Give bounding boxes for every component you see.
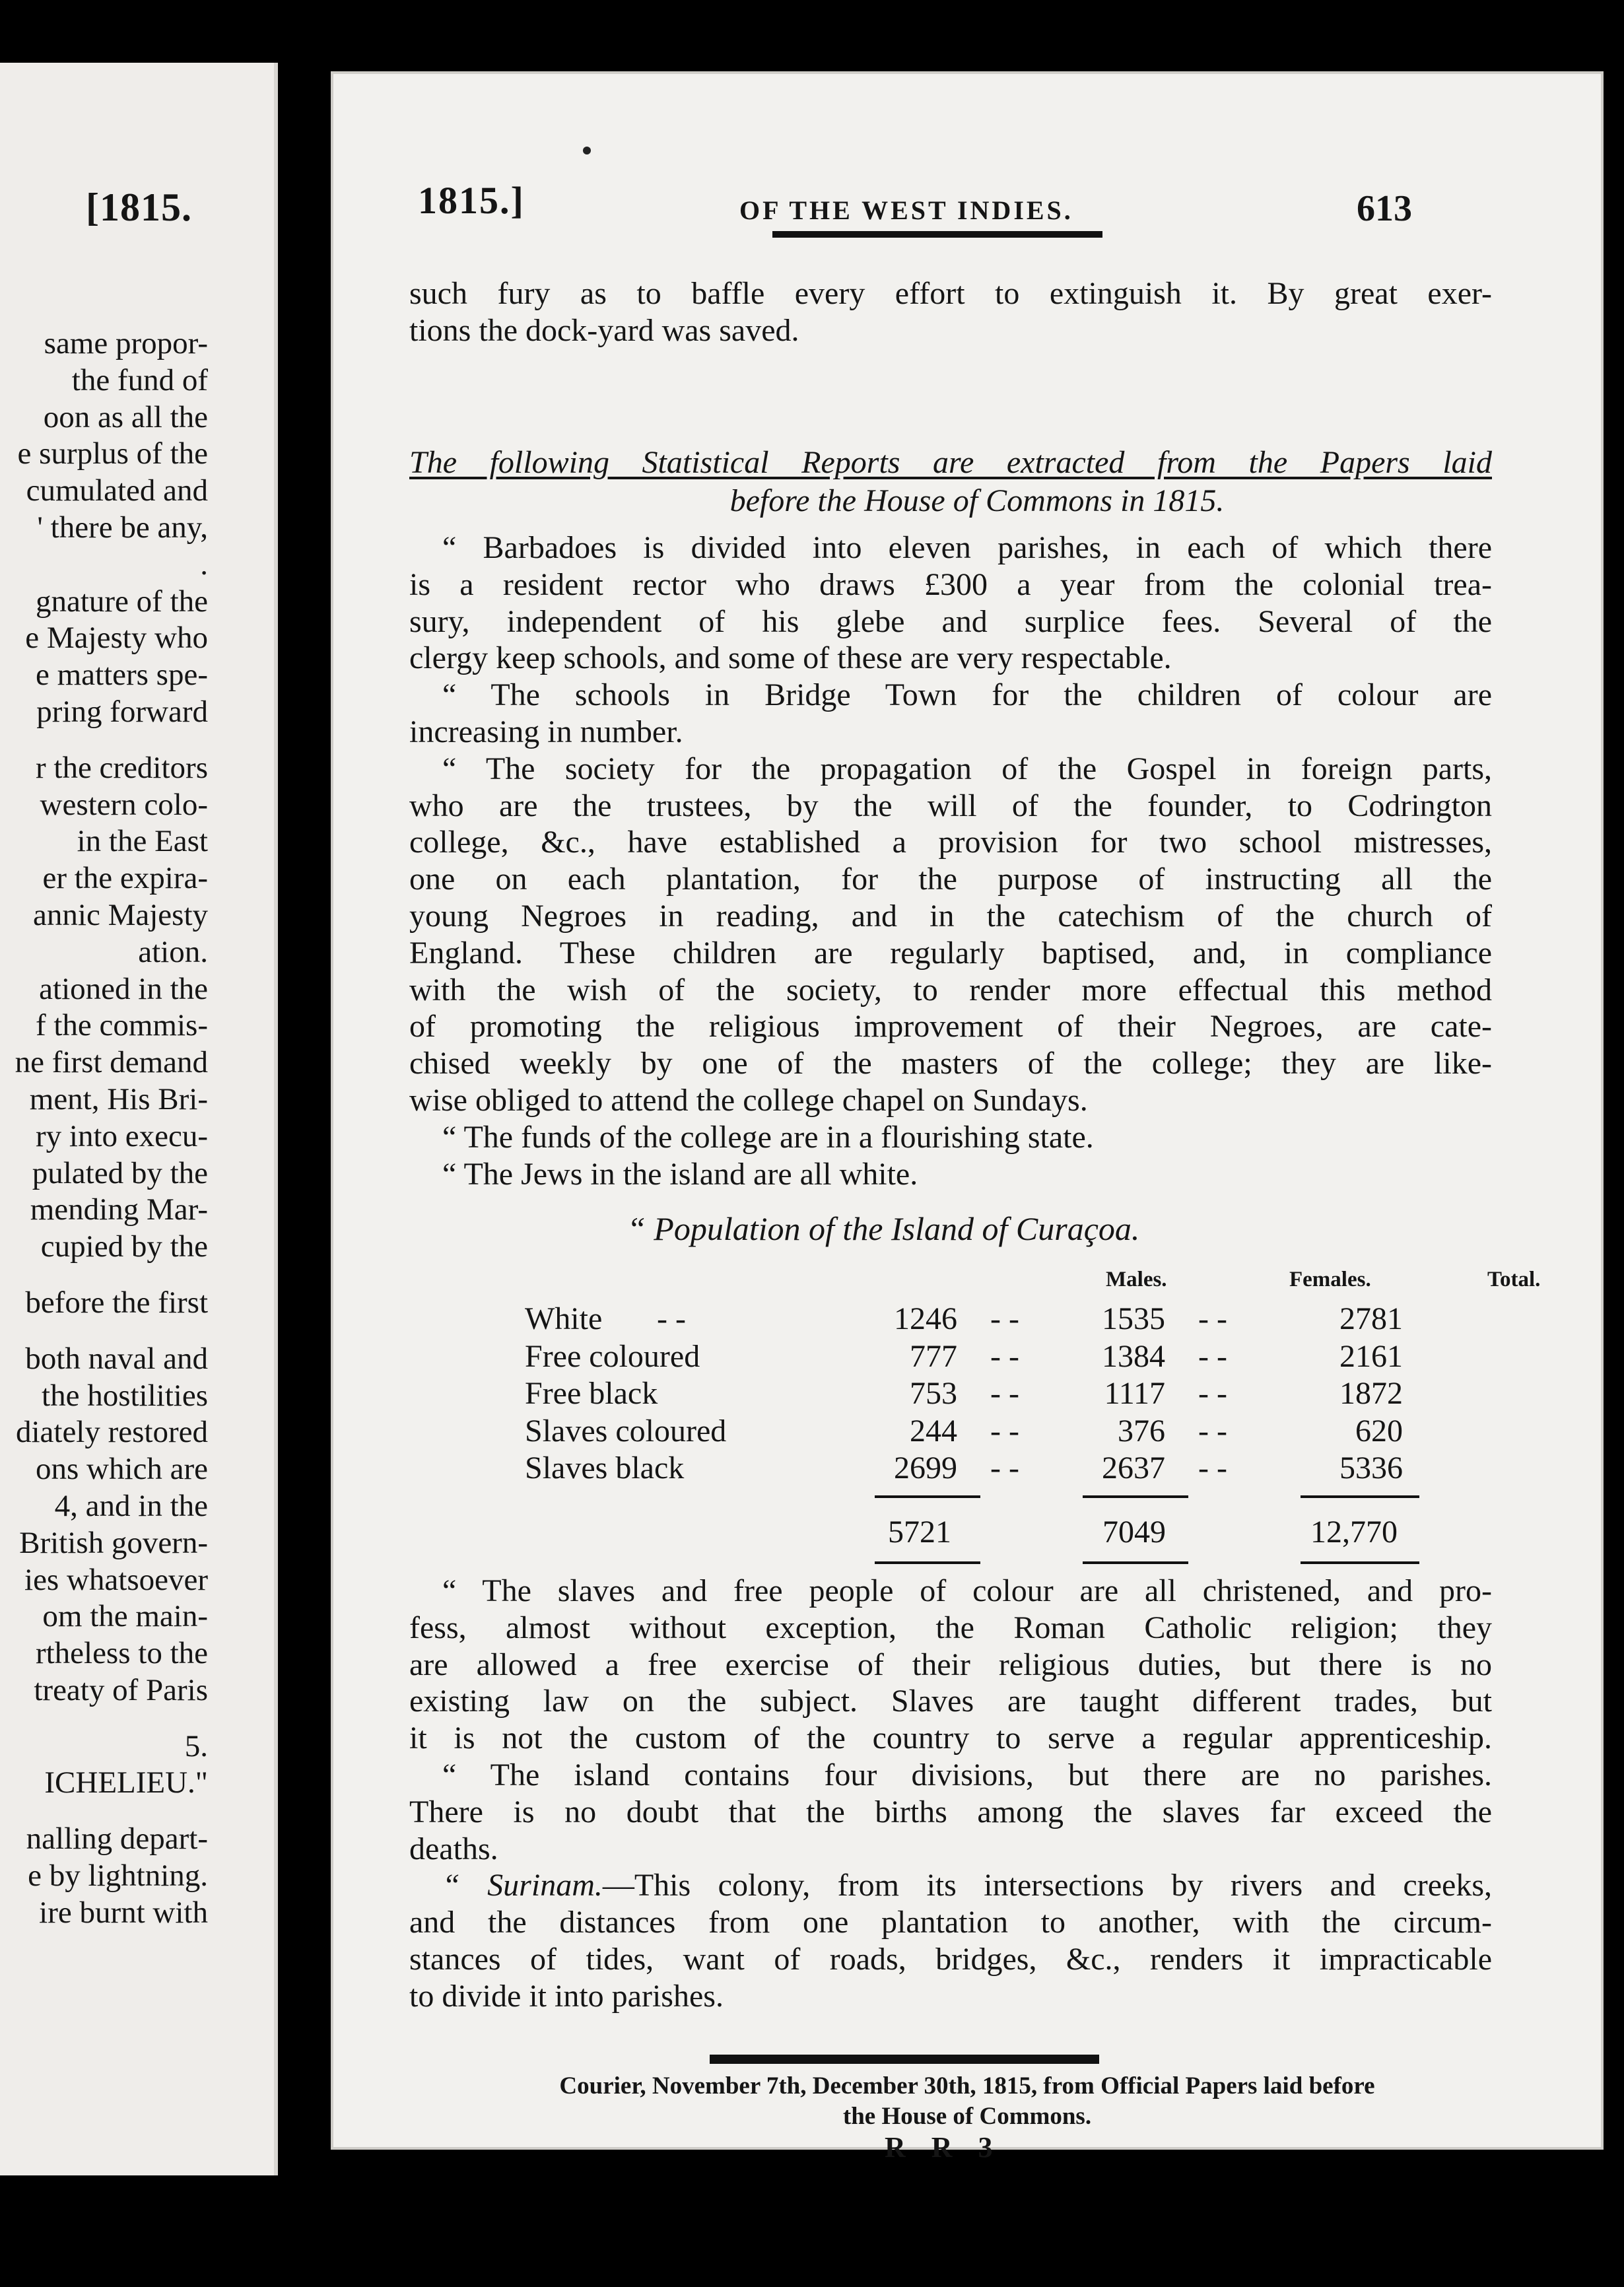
sum-females: 7049 — [1102, 1514, 1166, 1550]
facing-page-line: diately restored — [15, 1415, 208, 1450]
column-header-females: Females. — [1289, 1268, 1371, 1291]
sum-rule — [1301, 1495, 1419, 1498]
facing-page-line: ment, His Bri- — [29, 1081, 208, 1116]
intro-paragraph — [409, 275, 1492, 349]
sum-rule — [1083, 1495, 1188, 1498]
facing-page-line: ation. — [138, 934, 208, 969]
cell-females: 1384 — [1102, 1338, 1165, 1374]
facing-page-line: ne first demand — [15, 1045, 208, 1080]
cell-total: 2781 — [1339, 1301, 1403, 1336]
text-line: stances of tides, want of roads, bridges, &c., renders it impracticable — [409, 1941, 1492, 1977]
cell-total: 620 — [1355, 1413, 1403, 1449]
facing-page-line: 4, and in the — [54, 1488, 208, 1523]
text-line: deaths. — [409, 1831, 498, 1866]
facing-page-line: same propor- — [44, 326, 208, 360]
table-row — [525, 1450, 1475, 1487]
facing-page-line: annic Majesty — [33, 897, 208, 932]
text-line: sury, independent of his glebe and surplice fees. Several of the — [409, 603, 1492, 639]
facing-page-line: ies whatsoever — [24, 1562, 208, 1597]
row-leader: - - — [1198, 1338, 1227, 1374]
row-leader: - - — [990, 1413, 1019, 1449]
facing-page — [0, 63, 278, 2175]
text-line: with the wish of the society, to render more effectual this method — [409, 972, 1492, 1007]
text-line: “ The schools in Bridge Town for the children of colour are — [442, 677, 1492, 713]
facing-page-line: er the expira- — [42, 861, 208, 896]
text-line: who are the trustees, by the will of the founder, to Codrington — [409, 788, 1492, 823]
facing-page-line: 5. — [184, 1728, 208, 1763]
text-line: chised weekly by one of the masters of the college; they are like- — [409, 1046, 1492, 1081]
cell-males: 244 — [910, 1413, 957, 1449]
facing-page-line: ationed in the — [39, 971, 208, 1006]
footnote-rule — [710, 2055, 1099, 2064]
facing-page-line: gnature of the — [35, 584, 208, 619]
facing-page-line: the hostilities — [42, 1378, 208, 1413]
text-line: fess, almost without exception, the Roman Catholic religion; they — [409, 1610, 1492, 1645]
table-row — [525, 1375, 1475, 1412]
row-label: Slaves black — [525, 1451, 685, 1485]
sum-males: 5721 — [888, 1514, 951, 1550]
facing-page-line — [0, 1802, 208, 1821]
row-label: Slaves coloured — [525, 1413, 727, 1449]
facing-page-line: ons which are — [35, 1452, 208, 1487]
facing-page-line: rtheless to the — [35, 1636, 208, 1671]
sum-rule — [1301, 1561, 1419, 1564]
text-line: are allowed a free exercise of their religious duties, but there is no — [409, 1647, 1492, 1682]
facing-page-line: the fund of — [71, 362, 208, 397]
text-line: young Negroes in reading, and in the catechism of the church of — [409, 898, 1492, 934]
facing-page-line: British govern- — [19, 1525, 208, 1560]
facing-page-line: e surplus of the — [17, 436, 208, 471]
facing-page-line: western colo- — [40, 787, 208, 822]
text-line: England. These children are regularly baptised, and, in compliance — [409, 935, 1492, 971]
facing-page-line: pring forward — [36, 694, 208, 729]
text-line: it is not the custom of the country to serve a regular apprenticeship. — [409, 1721, 1492, 1756]
column-header-total: Total. — [1487, 1268, 1541, 1291]
cell-males: 1246 — [894, 1301, 957, 1336]
cell-females: 2637 — [1102, 1451, 1165, 1485]
ink-dot — [583, 147, 591, 154]
text-line: college, &c., have established a provision for two school mistresses, — [409, 825, 1492, 860]
row-leader: - - — [657, 1301, 686, 1336]
facing-page-line: f the commis- — [35, 1008, 208, 1043]
table-row — [525, 1338, 1475, 1375]
text-line: to divide it into parishes. — [409, 1978, 724, 2014]
text-line: existing law on the subject. Slaves are taught different trades, but — [409, 1684, 1492, 1719]
row-leader: - - — [990, 1301, 1019, 1336]
row-leader: - - — [1198, 1376, 1227, 1411]
facing-page-text — [0, 325, 208, 1932]
surinam-text: —This colony, from its intersections by rivers and creeks, — [602, 1868, 1492, 1903]
text-line: clergy keep schools, and some of these are very respectable. — [409, 640, 1172, 676]
cell-males: 753 — [910, 1376, 957, 1411]
text-line: There is no doubt that the births among the slaves far exceed the — [409, 1794, 1492, 1829]
text-line: such fury as to baffle every effort to extinguish it. By great exer- — [409, 276, 1492, 311]
facing-page-line — [0, 1266, 208, 1285]
row-leader: - - — [1198, 1451, 1227, 1485]
cell-females: 1117 — [1104, 1376, 1165, 1411]
row-leader: - - — [990, 1376, 1019, 1411]
text-line: “ Barbadoes is divided into eleven parishes, in each of which there — [442, 530, 1492, 565]
footnote-line: the House of Commons. — [842, 2103, 1092, 2130]
book-page — [333, 74, 1601, 2164]
row-label: White — [525, 1301, 603, 1336]
header-rule — [772, 231, 1102, 238]
facing-page-line: cupied by the — [40, 1229, 208, 1264]
text-line: tions the dock-yard was saved. — [409, 312, 799, 348]
barbadoes-section — [409, 529, 1492, 1192]
curacoa-notes — [409, 1573, 1492, 2015]
text-line: “ The society for the propagation of the Gospel in foreign parts, — [442, 751, 1492, 786]
row-leader: - - — [1198, 1301, 1227, 1336]
surinam-line — [409, 1867, 1492, 1904]
table-row — [525, 1413, 1475, 1450]
text-line: one on each plantation, for the purpose of instructing all the — [409, 862, 1492, 897]
text-line: “ The island contains four divisions, but there are no parishes. — [442, 1757, 1492, 1792]
facing-page-header: [1815. — [86, 186, 192, 229]
cell-females: 376 — [1118, 1413, 1165, 1449]
facing-page-line: both naval and — [25, 1341, 208, 1376]
text-line: “ The slaves and free people of colour are all christened, and pro- — [442, 1573, 1492, 1608]
sum-rule — [1083, 1561, 1188, 1564]
facing-page-line: om the main- — [42, 1599, 208, 1634]
facing-page-line: pulated by the — [32, 1155, 208, 1190]
row-leader: - - — [1198, 1413, 1227, 1449]
sum-rule — [875, 1495, 980, 1498]
text-line: increasing in number. — [409, 714, 683, 749]
text-line: “ The Jews in the island are all white. — [442, 1156, 918, 1192]
column-header-males: Males. — [1106, 1268, 1167, 1291]
row-leader: - - — [990, 1338, 1019, 1374]
facing-page-line: ire burnt with — [39, 1895, 208, 1930]
text-line: wise obliged to attend the college chapel on Sundays. — [409, 1082, 1088, 1118]
page-number: 613 — [1357, 188, 1412, 229]
text-line: “ The funds of the college are in a flourishing state. — [442, 1119, 1094, 1155]
running-head-year: 1815.] — [418, 179, 525, 222]
facing-page-line: r the creditors — [35, 750, 208, 785]
sum-total: 12,770 — [1310, 1514, 1398, 1550]
facing-page-line — [0, 1322, 208, 1341]
facing-page-line: in the East — [77, 824, 208, 859]
facing-page-line: mending Mar- — [30, 1192, 208, 1227]
cell-males: 777 — [910, 1338, 957, 1374]
facing-page-line: ' there be any, — [37, 510, 208, 545]
footnote — [459, 2071, 1475, 2132]
text-line: is a resident rector who draws £300 a year from the colonial trea- — [409, 566, 1492, 602]
surinam-lead: “ Surinam. — [442, 1868, 603, 1903]
cell-total: 5336 — [1339, 1451, 1403, 1485]
cell-total: 2161 — [1339, 1338, 1403, 1374]
facing-page-line: treaty of Paris — [34, 1672, 208, 1707]
row-label: Free coloured — [525, 1338, 700, 1374]
signature-mark: R R 3 — [885, 2131, 1002, 2164]
footnote-line: Courier, November 7th, December 30th, 1815, from Official Papers laid before — [559, 2072, 1375, 2099]
facing-page-line — [0, 731, 208, 750]
facing-page-line: e matters spe- — [35, 658, 208, 693]
heading-line: The following Statistical Reports are extracted from the Papers laid — [409, 445, 1492, 480]
text-line: and the distances from one plantation to another, with the circum- — [409, 1905, 1492, 1940]
facing-page-line: nalling depart- — [26, 1822, 208, 1857]
table-title: “ Population of the Island of Curaçoa. — [627, 1210, 1140, 1247]
heading-line: before the House of Commons in 1815. — [729, 483, 1225, 518]
row-leader: - - — [990, 1451, 1019, 1485]
facing-page-line: cumulated and — [26, 473, 208, 508]
cell-total: 1872 — [1339, 1376, 1403, 1411]
sum-rule — [875, 1561, 980, 1564]
facing-page-line: before the first — [25, 1285, 208, 1320]
row-label: Free black — [525, 1376, 658, 1411]
cell-females: 1535 — [1102, 1301, 1165, 1336]
cell-males: 2699 — [894, 1451, 957, 1485]
facing-page-line: oon as all the — [43, 399, 208, 434]
running-head-title: OF THE WEST INDIES. — [739, 195, 1073, 225]
facing-page-line: ICHELIEU." — [44, 1765, 208, 1800]
facing-page-line — [0, 1709, 208, 1728]
text-line: of promoting the religious improvement of their Negroes, are cate- — [409, 1009, 1492, 1044]
table-row — [525, 1301, 1475, 1338]
facing-page-line: ry into execu- — [35, 1118, 208, 1153]
facing-page-line: e by lightning. — [28, 1859, 208, 1894]
facing-page-line: . — [200, 547, 208, 582]
facing-page-line: e Majesty who — [25, 621, 208, 656]
section-heading — [409, 444, 1492, 520]
